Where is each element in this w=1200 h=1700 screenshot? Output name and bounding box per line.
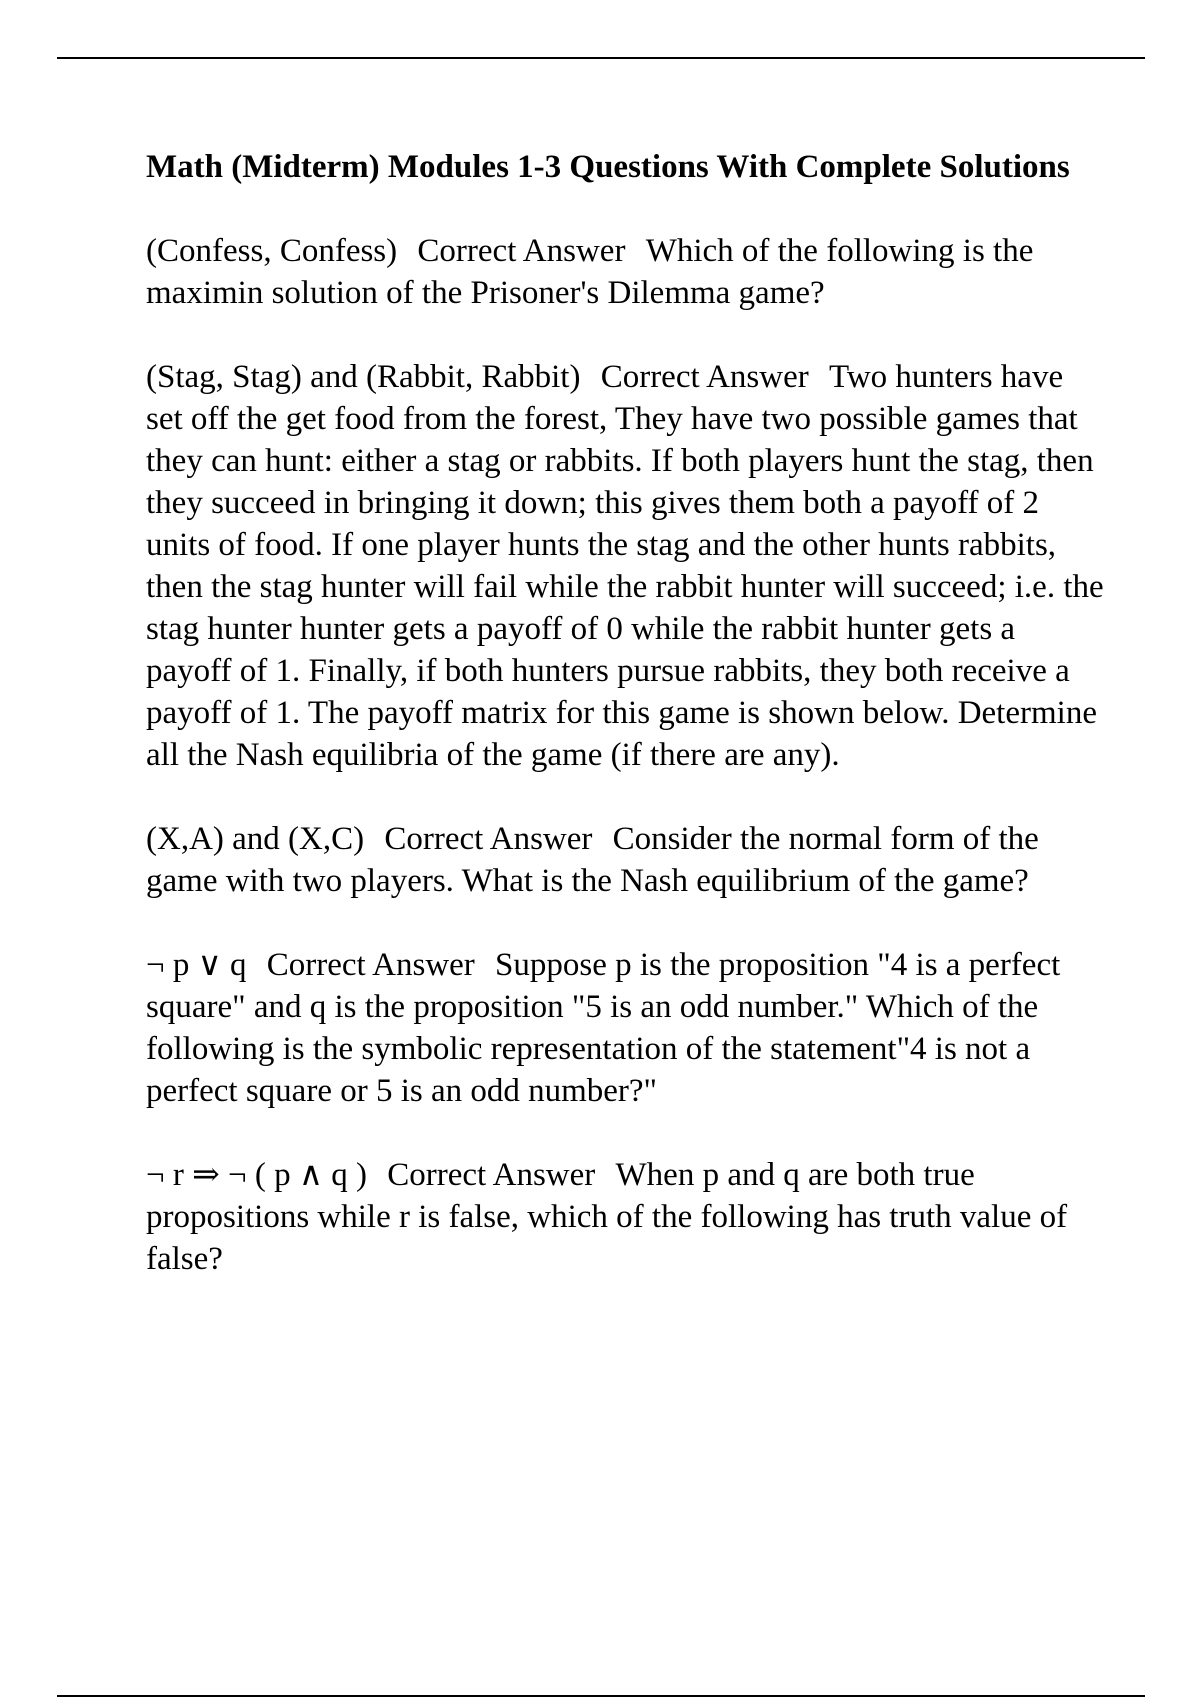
correct-answer-label: Correct Answer [600, 359, 809, 395]
qa-item-4 [146, 944, 1106, 1112]
bottom-divider [57, 1695, 1145, 1697]
document-title: Math (Midterm) Modules 1-3 Questions With Complete Solutions [146, 149, 1070, 185]
correct-answer-label: Correct Answer [417, 233, 626, 269]
qa-item-5 [146, 1154, 1106, 1280]
answer-text: (Confess, Confess) [146, 233, 398, 269]
question-text: Which of the following is the maximin solution of the Prisoner's Dilemma game? [146, 233, 1034, 311]
answer-text: (Stag, Stag) and (Rabbit, Rabbit) [146, 359, 581, 395]
question-text: When p and q are both true propositions while r is false, which of the following has truth value of false? [146, 1157, 1068, 1277]
document-body [146, 146, 1106, 1280]
answer-text: ¬ p ∨ q [146, 947, 247, 983]
answer-text: (X,A) and (X,C) [146, 821, 365, 857]
qa-item-1 [146, 230, 1106, 314]
correct-answer-label: Correct Answer [266, 947, 475, 983]
question-text: Consider the normal form of the game with two players. What is the Nash equilibrium of the game? [146, 821, 1039, 899]
top-divider [57, 57, 1145, 59]
question-text: Suppose p is the proposition "4 is a perfect square" and q is the proposition "5 is an odd number." Which of the following is the symbolic representation of the statement"4 is not a perfect square or 5 is an odd number?" [146, 947, 1061, 1109]
question-text: Two hunters have set off the get food from the forest, They have two possible games that they can hunt: either a stag or rabbits. If both players hunt the stag, then they succeed in bringing it down; this gives them both a payoff of 2 units of food. If one player hunts the stag and the other hunts rabbits, then the stag hunter will fail while the rabbit hunter will succeed; i.e. the stag hunter hunter gets a payoff of 0 while the rabbit hunter gets a payoff of 1. Finally, if both hunters pursue rabbits, they both receive a payoff of 1. The payoff matrix for this game is shown below. Determine all the Nash equilibria of the game (if there are any). [146, 359, 1104, 773]
correct-answer-label: Correct Answer [387, 1157, 596, 1193]
correct-answer-label: Correct Answer [384, 821, 593, 857]
qa-item-3 [146, 818, 1106, 902]
qa-item-2 [146, 356, 1106, 776]
answer-text: ¬ r ⇒ ¬ ( p ∧ q ) [146, 1157, 367, 1193]
